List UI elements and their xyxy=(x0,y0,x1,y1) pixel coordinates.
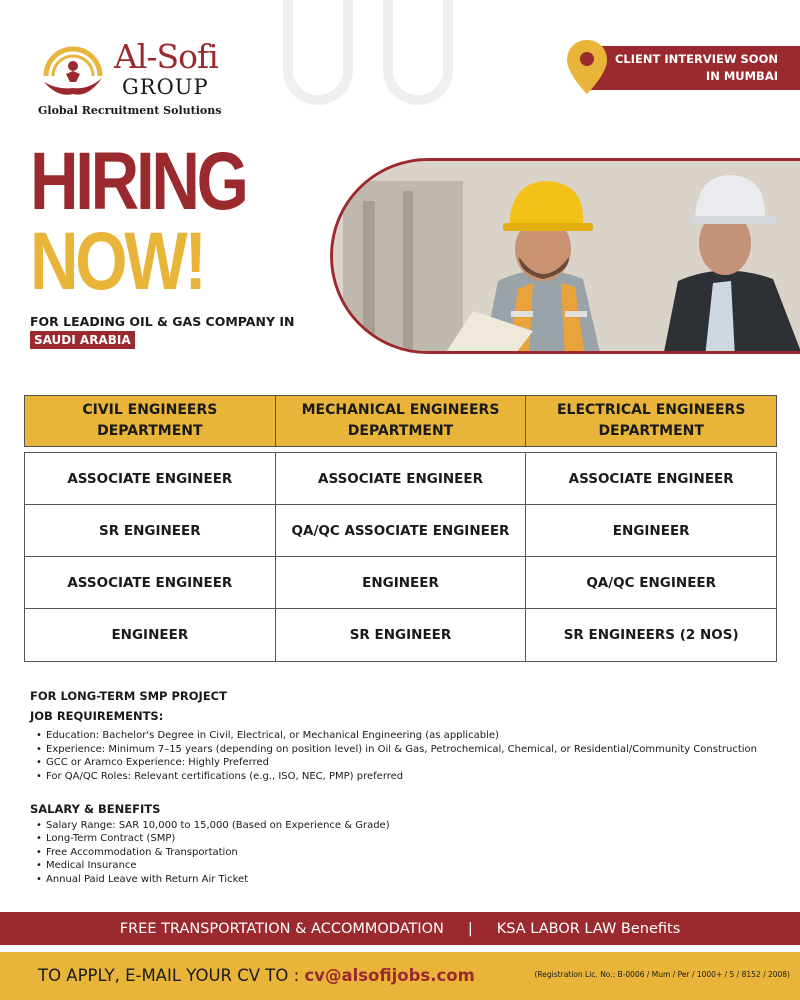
table-cell: QA/QC ASSOCIATE ENGINEER xyxy=(276,505,527,556)
table-cell: ASSOCIATE ENGINEER xyxy=(276,453,527,504)
background-arc-decoration xyxy=(268,0,468,110)
table-row xyxy=(25,453,776,505)
project-heading: FOR LONG-TERM SMP PROJECT xyxy=(30,689,227,703)
header-mechanical-line1: MECHANICAL ENGINEERS xyxy=(301,402,500,418)
registration-number: (Registration Lic. No.: B-0006 / Mum / Per / 1000+ / 5 / 8152 / 2008) xyxy=(534,970,790,979)
headline-line1: HIRING xyxy=(30,136,246,227)
apply-email-link[interactable]: cv@alsofijobs.com xyxy=(304,966,475,985)
list-item: • Free Accommodation & Transportation xyxy=(46,846,770,860)
positions-table xyxy=(24,452,777,662)
table-cell: ENGINEER xyxy=(612,522,690,539)
benefit-labor-law: KSA LABOR LAW Benefits xyxy=(496,920,681,937)
benefit-transport: FREE TRANSPORTATION & ACCOMMODATION xyxy=(119,920,444,937)
salary-heading: SALARY & BENEFITS xyxy=(30,802,161,816)
list-item: • Experience: Minimum 7–15 years (depending on position level) in Oil & Gas, Petrochemical, Chemical, or Residential/Community Construction xyxy=(46,743,770,757)
interview-line2: IN MUMBAI xyxy=(705,69,778,83)
table-row xyxy=(25,609,776,661)
table-cell: SR ENGINEER xyxy=(276,609,527,661)
list-item: • Salary Range: SAR 10,000 to 15,000 (Based on Experience & Grade) xyxy=(46,819,770,833)
table-cell: QA/QC ENGINEER xyxy=(586,574,717,591)
list-item: • Education: Bachelor's Degree in Civil, Electrical, or Mechanical Engineering (as applicable) xyxy=(46,729,770,743)
departments-header xyxy=(24,395,777,447)
apply-band xyxy=(0,952,800,1000)
table-cell: ASSOCIATE ENGINEER xyxy=(25,453,276,504)
table-row xyxy=(25,505,776,557)
engineers-photo xyxy=(330,158,800,354)
hiring-headline xyxy=(30,136,246,307)
table-cell: ENGINEER xyxy=(25,609,276,661)
apply-text xyxy=(38,966,475,985)
subheadline: FOR LEADING OIL & GAS COMPANY IN xyxy=(30,314,295,329)
list-item: • GCC or Aramco Experience: Highly Preferred xyxy=(46,756,770,770)
table-row xyxy=(25,557,776,609)
benefits-band xyxy=(0,912,800,945)
location-pin-icon xyxy=(565,38,609,96)
apply-label: TO APPLY, E-MAIL YOUR CV TO : xyxy=(38,966,305,985)
headline-line2: NOW! xyxy=(30,216,204,307)
country-badge: SAUDI ARABIA xyxy=(30,331,135,349)
header-mechanical-line2: DEPARTMENT xyxy=(347,423,454,439)
requirements-section xyxy=(30,690,770,886)
header-mechanical xyxy=(276,396,527,446)
logo-group: GROUP xyxy=(122,75,209,99)
requirements-list xyxy=(30,729,770,783)
company-logo xyxy=(34,37,222,120)
band-separator: | xyxy=(467,920,473,937)
interview-line1: CLIENT INTERVIEW SOON xyxy=(614,52,778,66)
table-cell: SR ENGINEERS (2 NOS) xyxy=(563,627,739,643)
logo-emblem-icon xyxy=(40,38,106,104)
engineers-illustration xyxy=(333,161,800,354)
requirements-heading: JOB REQUIREMENTS: xyxy=(30,708,164,723)
interview-banner xyxy=(588,46,800,90)
header-civil-line2: DEPARTMENT xyxy=(97,423,203,439)
table-cell: ASSOCIATE ENGINEER xyxy=(568,470,734,487)
list-item: • Annual Paid Leave with Return Air Ticket xyxy=(46,873,770,887)
table-cell: ENGINEER xyxy=(276,557,527,608)
list-item: • For QA/QC Roles: Relevant certifications (e.g., ISO, NEC, PMP) preferred xyxy=(46,770,770,784)
list-item: • Medical Insurance xyxy=(46,859,770,873)
header-electrical-line2: DEPARTMENT xyxy=(598,423,704,439)
table-cell: SR ENGINEER xyxy=(25,505,276,556)
logo-tagline: Global Recruitment Solutions xyxy=(38,104,222,117)
header-electrical xyxy=(526,396,776,446)
header-civil xyxy=(25,396,276,446)
header-civil-line1: CIVIL ENGINEERS xyxy=(82,402,218,418)
list-item: • Long-Term Contract (SMP) xyxy=(46,832,770,846)
header-electrical-line1: ELECTRICAL ENGINEERS xyxy=(556,402,746,418)
salary-list xyxy=(30,819,770,887)
table-cell: ASSOCIATE ENGINEER xyxy=(25,557,276,608)
logo-name: Al-Sofi xyxy=(114,37,218,76)
